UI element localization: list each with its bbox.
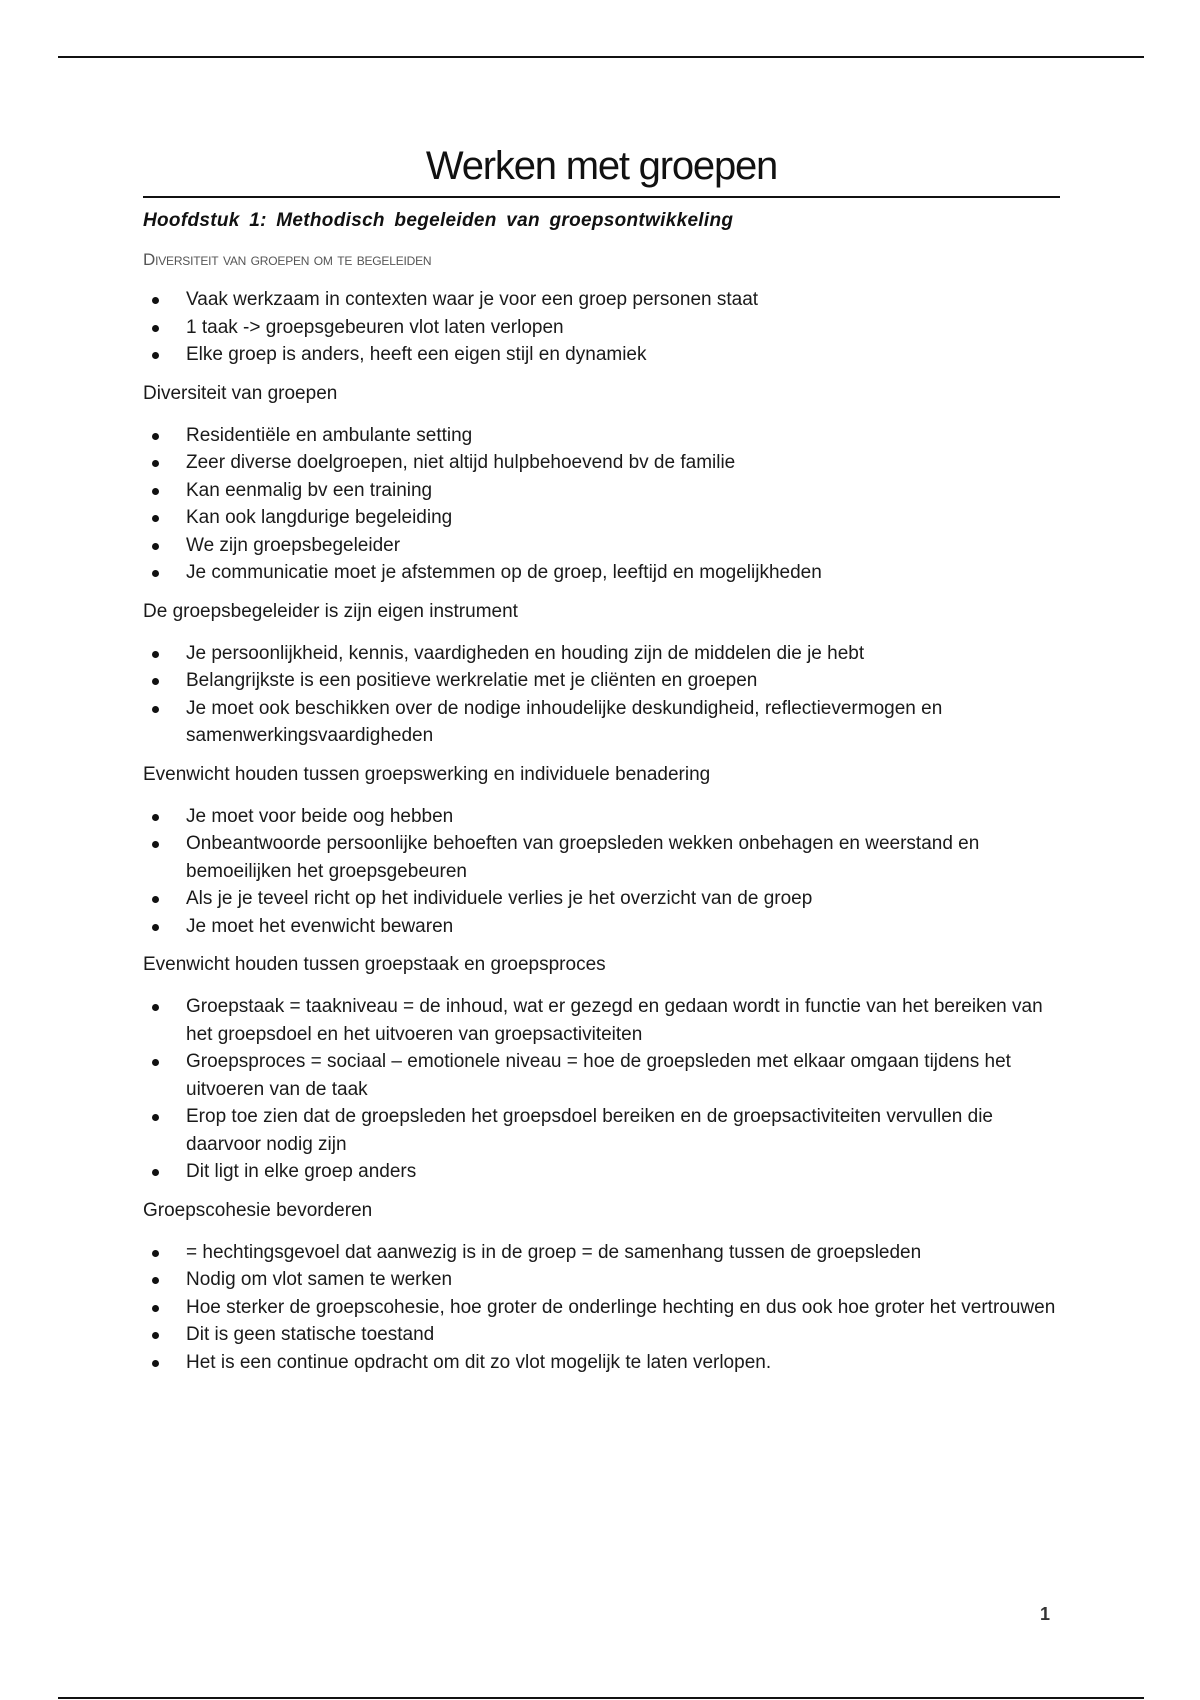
bullet-icon [152, 651, 159, 658]
bullet-icon [152, 543, 159, 550]
bullet-icon [152, 570, 159, 577]
list-item-text: Residentiële en ambulante setting [186, 424, 473, 446]
list-item-text: Je communicatie moet je afstemmen op de groep, leeftijd en mogelijkheden [186, 562, 822, 583]
title-underline [143, 196, 1060, 198]
chapter-heading: Hoofdstuk 1: Methodisch begeleiden van groepsontwikkeling [143, 210, 734, 231]
list-item-text: Belangrijkste is een positieve werkrelatie met je cliënten en groepen [186, 670, 758, 691]
bullet-icon [152, 433, 159, 440]
list-item-text: = hechtingsgevoel dat aanwezig is in de groep = de samenhang tussen de groepsleden [186, 1241, 922, 1263]
list-item [143, 449, 1060, 477]
page-content [143, 140, 1060, 1388]
list-item-text: Je persoonlijkheid, kennis, vaardigheden en houding zijn de middelen die je hebt [186, 642, 865, 664]
list-item [143, 695, 1060, 750]
subheading: Groepscohesie bevorderen [143, 1199, 373, 1221]
list-item [143, 1294, 1060, 1322]
bullet-list [143, 993, 1060, 1186]
list-item [143, 1158, 1060, 1186]
list-item [143, 1266, 1060, 1294]
list-item [143, 314, 1060, 342]
list-item-text: Erop toe zien dat de groepsleden het groepsdoel bereiken en de groepsactiviteiten vervullen die daarvoor nodig zijn [186, 1106, 993, 1155]
list-item-text: We zijn groepsbegeleider [186, 534, 401, 556]
bullet-icon [152, 841, 159, 848]
bullet-icon [152, 1004, 159, 1011]
list-item-text: Je moet het evenwicht bewaren [186, 915, 454, 937]
header-rule [58, 56, 1144, 58]
list-item [143, 532, 1060, 560]
list-item-text: Hoe sterker de groepscohesie, hoe groter de onderlinge hechting en dus ook hoe groter het vertrouwen [186, 1296, 1056, 1318]
list-item-text: Kan eenmalig bv een training [186, 479, 433, 501]
list-item-text: Elke groep is anders, heeft een eigen stijl en dynamiek [186, 344, 647, 365]
bullet-icon [152, 297, 159, 304]
content-blocks [143, 286, 1060, 1376]
bullet-icon [152, 1169, 159, 1176]
list-item [143, 667, 1060, 695]
list-item-text: Kan ook langdurige begeleiding [186, 507, 453, 528]
list-item [143, 477, 1060, 505]
bullet-icon [152, 924, 159, 931]
bullet-list [143, 422, 1060, 587]
list-item [143, 1103, 1060, 1158]
bullet-list [143, 1239, 1060, 1377]
bullet-icon [152, 488, 159, 495]
list-item [143, 341, 1060, 369]
bullet-list [143, 286, 1060, 369]
list-item-text: Onbeantwoorde persoonlijke behoeften van groepsleden wekken onbehagen en weerstand en bemoeilijken het groepsgebeuren [186, 833, 980, 882]
list-item [143, 640, 1060, 668]
list-item [143, 993, 1060, 1048]
bullet-icon [152, 678, 159, 685]
list-item [143, 286, 1060, 314]
page-number: 1 [1040, 1604, 1051, 1624]
list-item [143, 885, 1060, 913]
list-item-text: Zeer diverse doelgroepen, niet altijd hulpbehoevend bv de familie [186, 452, 736, 473]
list-item [143, 830, 1060, 885]
bullet-icon [152, 814, 159, 821]
list-item-text: Dit is geen statische toestand [186, 1324, 435, 1345]
list-item-text: Vaak werkzaam in contexten waar je voor een groep personen staat [186, 289, 759, 310]
list-item [143, 1239, 1060, 1267]
list-item-text: Het is een continue opdracht om dit zo vlot mogelijk te laten verlopen. [186, 1351, 772, 1373]
list-item-text: Groepstaak = taakniveau = de inhoud, wat er gezegd en gedaan wordt in functie van het bereiken van het groepsdoel en het uitvoeren van groepsactiviteiten [186, 996, 1043, 1045]
bullet-icon [152, 1114, 159, 1121]
subheading: Evenwicht houden tussen groepswerking en individuele benadering [143, 763, 711, 785]
subheading: Diversiteit van groepen [143, 382, 338, 404]
list-item-text: 1 taak -> groepsgebeuren vlot laten verlopen [186, 316, 564, 338]
bullet-icon [152, 352, 159, 359]
list-item-text: Je moet ook beschikken over de nodige inhoudelijke deskundigheid, reflectievermogen en samenwerkingsvaardigheden [186, 697, 943, 746]
bullet-icon [152, 1332, 159, 1339]
bullet-icon [152, 1305, 159, 1312]
bullet-icon [152, 515, 159, 522]
list-item-text: Je moet voor beide oog hebben [186, 805, 454, 827]
list-item-text: Groepsproces = sociaal – emotionele niveau = hoe de groepsleden met elkaar omgaan tijdens het uitvoeren van de taak [186, 1051, 1011, 1100]
bullet-icon [152, 1059, 159, 1066]
list-item [143, 913, 1060, 941]
list-item [143, 504, 1060, 532]
list-item-text: Nodig om vlot samen te werken [186, 1269, 453, 1290]
footer-rule [58, 1697, 1144, 1699]
list-item [143, 803, 1060, 831]
subheading: Evenwicht houden tussen groepstaak en groepsproces [143, 954, 606, 975]
bullet-icon [152, 896, 159, 903]
document-title: Werken met groepen [425, 144, 778, 188]
bullet-list [143, 640, 1060, 750]
list-item [143, 422, 1060, 450]
list-item-text: Dit ligt in elke groep anders [186, 1161, 417, 1182]
bullet-icon [152, 325, 159, 332]
list-item [143, 1349, 1060, 1377]
subheading: De groepsbegeleider is zijn eigen instrument [143, 600, 518, 622]
list-item [143, 1321, 1060, 1349]
bullet-icon [152, 460, 159, 467]
bullet-icon [152, 1360, 159, 1367]
bullet-list [143, 803, 1060, 941]
list-item [143, 559, 1060, 587]
bullet-icon [152, 706, 159, 713]
bullet-icon [152, 1277, 159, 1284]
bullet-icon [152, 1250, 159, 1257]
list-item [143, 1048, 1060, 1103]
list-item-text: Als je je teveel richt op het individuele verlies je het overzicht van de groep [186, 888, 813, 909]
section-title: Diversiteit van groepen om te begeleiden [143, 250, 432, 269]
